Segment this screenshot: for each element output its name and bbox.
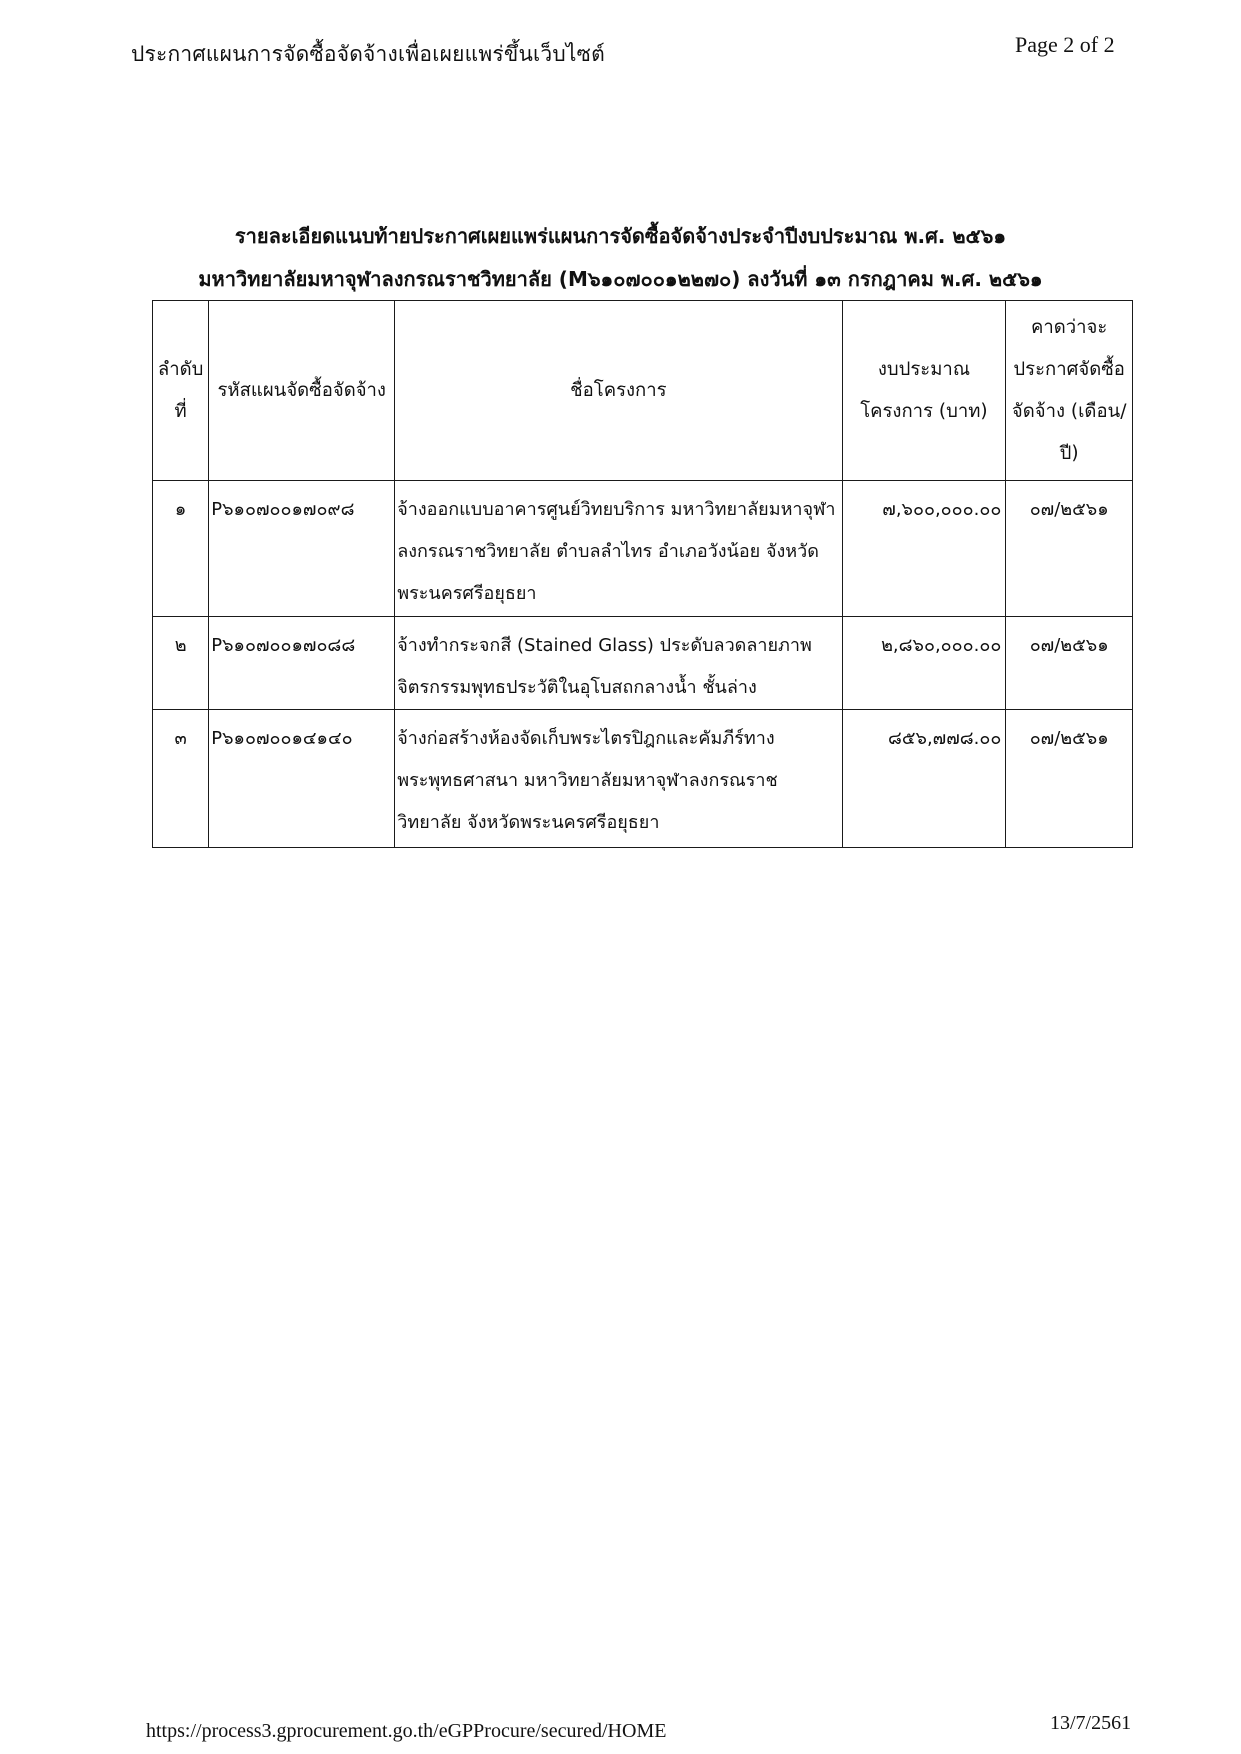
- cell-no: ๓: [153, 710, 209, 848]
- table-row: [153, 710, 1133, 848]
- procurement-plan-table: [152, 300, 1133, 848]
- document-subtitle: มหาวิทยาลัยมหาจุฬาลงกรณราชวิทยาลัย (M๖๑๐๗๐๐๑๒๒๗๐) ลงวันที่ ๑๓ กรกฎาคม พ.ศ. ๒๕๖๑: [198, 267, 1043, 291]
- table-header-row: [153, 301, 1133, 481]
- cell-project-name: จ้างก่อสร้างห้องจัดเก็บพระไตรปิฎกและคัมภีร์ทางพระพุทธศาสนา มหาวิทยาลัยมหาจุฬาลงกรณราชวิทยาลัย จังหวัดพระนครศรีอยุธยา: [395, 710, 842, 848]
- cell-project-name: จ้างออกแบบอาคารศูนย์วิทยบริการ มหาวิทยาลัยมหาจุฬาลงกรณราชวิทยาลัย ตำบลลำไทร อำเภอวังน้อย จังหวัดพระนครศรีอยุธยา: [395, 481, 842, 617]
- cell-budget: ๘๕๖,๗๗๘.๐๐: [842, 710, 1006, 848]
- header-no: ลำดับที่: [153, 301, 209, 481]
- footer-url: https://process3.gprocurement.go.th/eGPProcure/secured/HOME: [146, 1720, 667, 1742]
- cell-budget: ๒,๘๖๐,๐๐๐.๐๐: [842, 617, 1006, 710]
- cell-plan-code: P๖๑๐๗๐๐๑๗๐๘๘: [209, 617, 395, 710]
- cell-no: ๑: [153, 481, 209, 617]
- header-project-name: ชื่อโครงการ: [395, 301, 842, 481]
- table-row: [153, 481, 1133, 617]
- table-row: [153, 617, 1133, 710]
- document-title: รายละเอียดแนบท้ายประกาศเผยแพร่แผนการจัดซื้อจัดจ้างประจำปีงบประมาณ พ.ศ. ๒๕๖๑: [234, 224, 1007, 248]
- cell-announce-month: ๐๗/๒๕๖๑: [1006, 481, 1133, 617]
- cell-announce-month: ๐๗/๒๕๖๑: [1006, 710, 1133, 848]
- cell-no: ๒: [153, 617, 209, 710]
- cell-plan-code: P๖๑๐๗๐๐๑๗๐๙๘: [209, 481, 395, 617]
- footer-date: 13/7/2561: [1050, 1712, 1132, 1734]
- cell-budget: ๗,๖๐๐,๐๐๐.๐๐: [842, 481, 1006, 617]
- header-plan-code: รหัสแผนจัดซื้อจัดจ้าง: [209, 301, 395, 481]
- cell-project-name: จ้างทำกระจกสี (Stained Glass) ประดับลวดลายภาพจิตรกรรมพุทธประวัติในอุโบสถกลางน้ำ ชั้นล่าง: [395, 617, 842, 710]
- header-budget: งบประมาณโครงการ (บาท): [842, 301, 1006, 481]
- page-number: Page 2 of 2: [1015, 32, 1115, 57]
- header-announce-month: คาดว่าจะประกาศจัดซื้อจัดจ้าง (เดือน/ปี): [1006, 301, 1133, 481]
- cell-plan-code: P๖๑๐๗๐๐๑๔๑๔๐: [209, 710, 395, 848]
- cell-announce-month: ๐๗/๒๕๖๑: [1006, 617, 1133, 710]
- page-header-title: ประกาศแผนการจัดซื้อจัดจ้างเพื่อเผยแพร่ขึ้นเว็บไซต์: [131, 42, 605, 66]
